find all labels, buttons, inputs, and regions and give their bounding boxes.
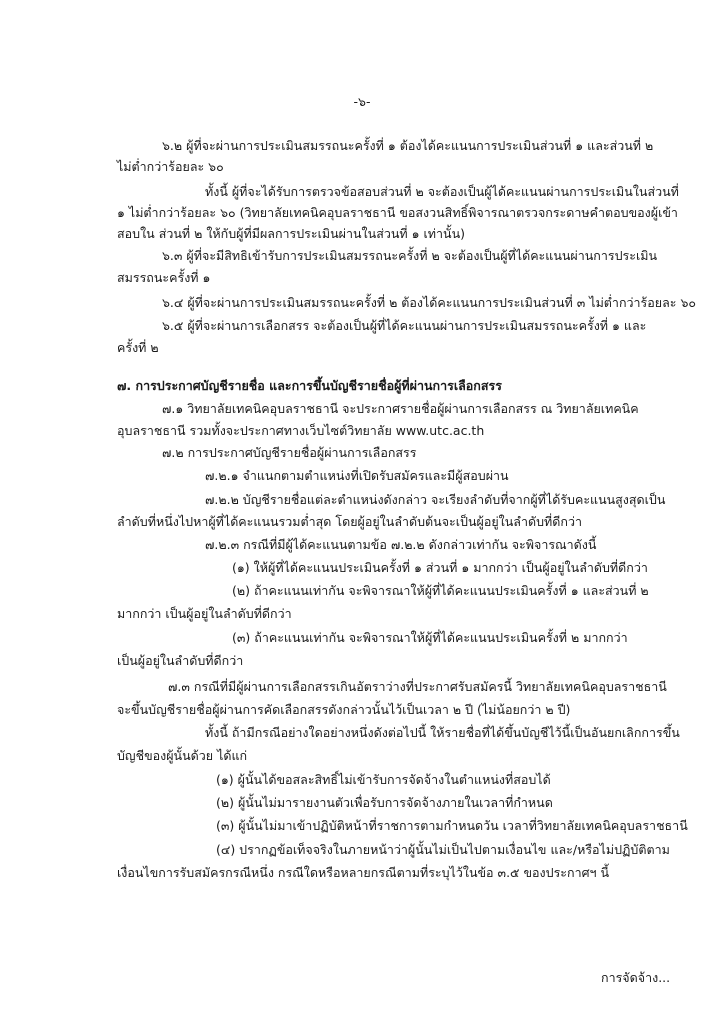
clause-7-3-line-2: จะขึ้นบัญชีรายชื่อผู้ผ่านการคัดเลือกสรรดังกล่าวนั้นไว้เป็นเวลา ๒ ปี (ไม่น้อยกว่า ๒ ปี): [117, 702, 571, 717]
clause-7-2-3-line-1: ๗.๒.๓ กรณีที่มีผู้ได้คะแนนตามข้อ ๗.๒.๒ ดังกล่าวเท่ากัน จะพิจารณาดังนี้: [205, 537, 597, 552]
sub-item-1-line-1: (๑) ให้ผู้ที่ได้คะแนนประเมินครั้งที่ ๑ ส่วนที่ ๑ มากกว่า เป็นผู้อยู่ในลำดับที่ดีกว่า: [232, 560, 648, 575]
continuation-footer: การจัดจ้าง...: [601, 970, 671, 985]
cancel-case-4-line-2: เงื่อนไขการรับสมัครกรณีหนึ่ง กรณีใดหรือหลายกรณีตามที่ระบุไว้ในข้อ ๓.๕ ของประกาศฯ นี้: [117, 865, 610, 880]
cancel-case-1: (๑) ผู้นั้นได้ขอสละสิทธิ์ไม่เข้ารับการจัดจ้างในตำแหน่งที่สอบได้: [216, 772, 551, 787]
cancel-case-2: (๒) ผู้นั้นไม่มารายงานตัวเพื่อรับการจัดจ้างภายในเวลาที่กำหนด: [216, 795, 553, 810]
clause-6-2-line-2: ไม่ต่ำกว่าร้อยละ ๖๐: [117, 159, 224, 174]
clause-6-5-line-1: ๖.๕ ผู้ที่จะผ่านการเลือกสรร จะต้องเป็นผู้ที่ได้คะแนนผ่านการประเมินสมรรถนะครั้งที่ ๑ และ: [162, 318, 647, 333]
clause-7-3-line-1: ๗.๓ กรณีที่มีผู้ผ่านการเลือกสรรเกินอัตราว่างที่ประกาศรับสมัครนี้ วิทยาลัยเทคนิคอุบลราชธานี: [168, 679, 667, 694]
section-7-heading: ๗. การประกาศบัญชีรายชื่อ และการขึ้นบัญชีรายชื่อผู้ที่ผ่านการเลือกสรร: [117, 378, 502, 393]
sub-item-2-line-2: มากกว่า เป็นผู้อยู่ในลำดับที่ดีกว่า: [117, 606, 292, 621]
sub-item-2-line-1: (๒) ถ้าคะแนนเท่ากัน จะพิจารณาให้ผู้ที่ได้คะแนนประเมินครั้งที่ ๑ และส่วนที่ ๒: [232, 583, 649, 598]
clause-7-3-note-line-1: ทั้งนี้ ถ้ามีกรณีอย่างใดอย่างหนึ่งดังต่อไปนี้ ให้รายชื่อที่ได้ขึ้นบัญชีไว้นี้เป็นอันยกเลิกการขึ้น: [205, 725, 680, 740]
clause-7-2-2-line-1: ๗.๒.๒ บัญชีรายชื่อแต่ละตำแหน่งดังกล่าว จะเรียงลำดับที่จากผู้ที่ได้รับคะแนนสูงสุดเป็น: [205, 492, 666, 507]
note-line-3: สอบใน ส่วนที่ ๒ ให้กับผู้ที่มีผลการประเมินผ่านในส่วนที่ ๑ เท่านั้น): [117, 226, 466, 241]
note-line-1: ทั้งนี้ ผู้ที่จะได้รับการตรวจข้อสอบส่วนที่ ๒ จะต้องเป็นผู้ได้คะแนนผ่านการประเมินในส่วนที่: [205, 184, 679, 199]
clause-7-1-line-1: ๗.๑ วิทยาลัยเทคนิคอุบลราชธานี จะประกาศรายชื่อผู้ผ่านการเลือกสรร ณ วิทยาลัยเทคนิค: [162, 401, 639, 416]
clause-6-2-line-1: ๖.๒ ผู้ที่จะผ่านการประเมินสมรรถนะครั้งที่ ๑ ต้องได้คะแนนการประเมินส่วนที่ ๑ และส่วนที่ ๒: [162, 138, 654, 153]
clause-7-2-2-line-2: ลำดับที่หนึ่งไปหาผู้ที่ได้คะแนนรวมต่ำสุด โดยผู้อยู่ในลำดับต้นจะเป็นผู้อยู่ในลำดับที่ดีกว่า: [117, 514, 583, 529]
clause-6-5-line-2: ครั้งที่ ๒: [117, 340, 159, 355]
clause-7-2-1-line-1: ๗.๒.๑ จำแนกตามตำแหน่งที่เปิดรับสมัครและมีผู้สอบผ่าน: [205, 468, 509, 483]
page-number: -๖-: [353, 94, 371, 109]
clause-6-4-line-1: ๖.๔ ผู้ที่จะผ่านการประเมินสมรรถนะครั้งที่ ๒ ต้องได้คะแนนการประเมินส่วนที่ ๓ ไม่ต่ำกว่าร้อยละ ๖๐: [162, 295, 697, 310]
cancel-case-4-line-1: (๔) ปรากฏข้อเท็จจริงในภายหน้าว่าผู้นั้นไม่เป็นไปตามเงื่อนไข และ/หรือไม่ปฏิบัติตาม: [216, 842, 670, 857]
sub-item-3-line-2: เป็นผู้อยู่ในลำดับที่ดีกว่า: [117, 653, 244, 668]
clause-6-3-line-2: สมรรถนะครั้งที่ ๑: [117, 270, 211, 285]
cancel-case-3: (๓) ผู้นั้นไม่มาเข้าปฏิบัติหน้าที่ราชการตามกำหนดวัน เวลาที่วิทยาลัยเทคนิคอุบลราชธานี: [216, 818, 688, 833]
clause-6-3-line-1: ๖.๓ ผู้ที่จะมีสิทธิเข้ารับการประเมินสมรรถนะครั้งที่ ๒ จะต้องเป็นผู้ที่ได้คะแนนผ่านการประเมิน: [162, 248, 658, 263]
clause-7-2-line-1: ๗.๒ การประกาศบัญชีรายชื่อผู้ผ่านการเลือกสรร: [162, 445, 417, 460]
sub-item-3-line-1: (๓) ถ้าคะแนนเท่ากัน จะพิจารณาให้ผู้ที่ได้คะแนนประเมินครั้งที่ ๒ มากกว่า: [232, 630, 628, 645]
clause-7-3-note-line-2: บัญชีของผู้นั้นด้วย ได้แก่: [117, 748, 248, 763]
note-line-2: ๑ ไม่ต่ำกว่าร้อยละ ๖๐ (วิทยาลัยเทคนิคอุบลราชธานี ขอสงวนสิทธิ์พิจารณาตรวจกระดาษคำตอบของผู้เข้า: [117, 205, 678, 220]
clause-7-1-line-2: อุบลราชธานี รวมทั้งจะประกาศทางเว็บไซต์วิทยาลัย www.utc.ac.th: [117, 423, 485, 438]
